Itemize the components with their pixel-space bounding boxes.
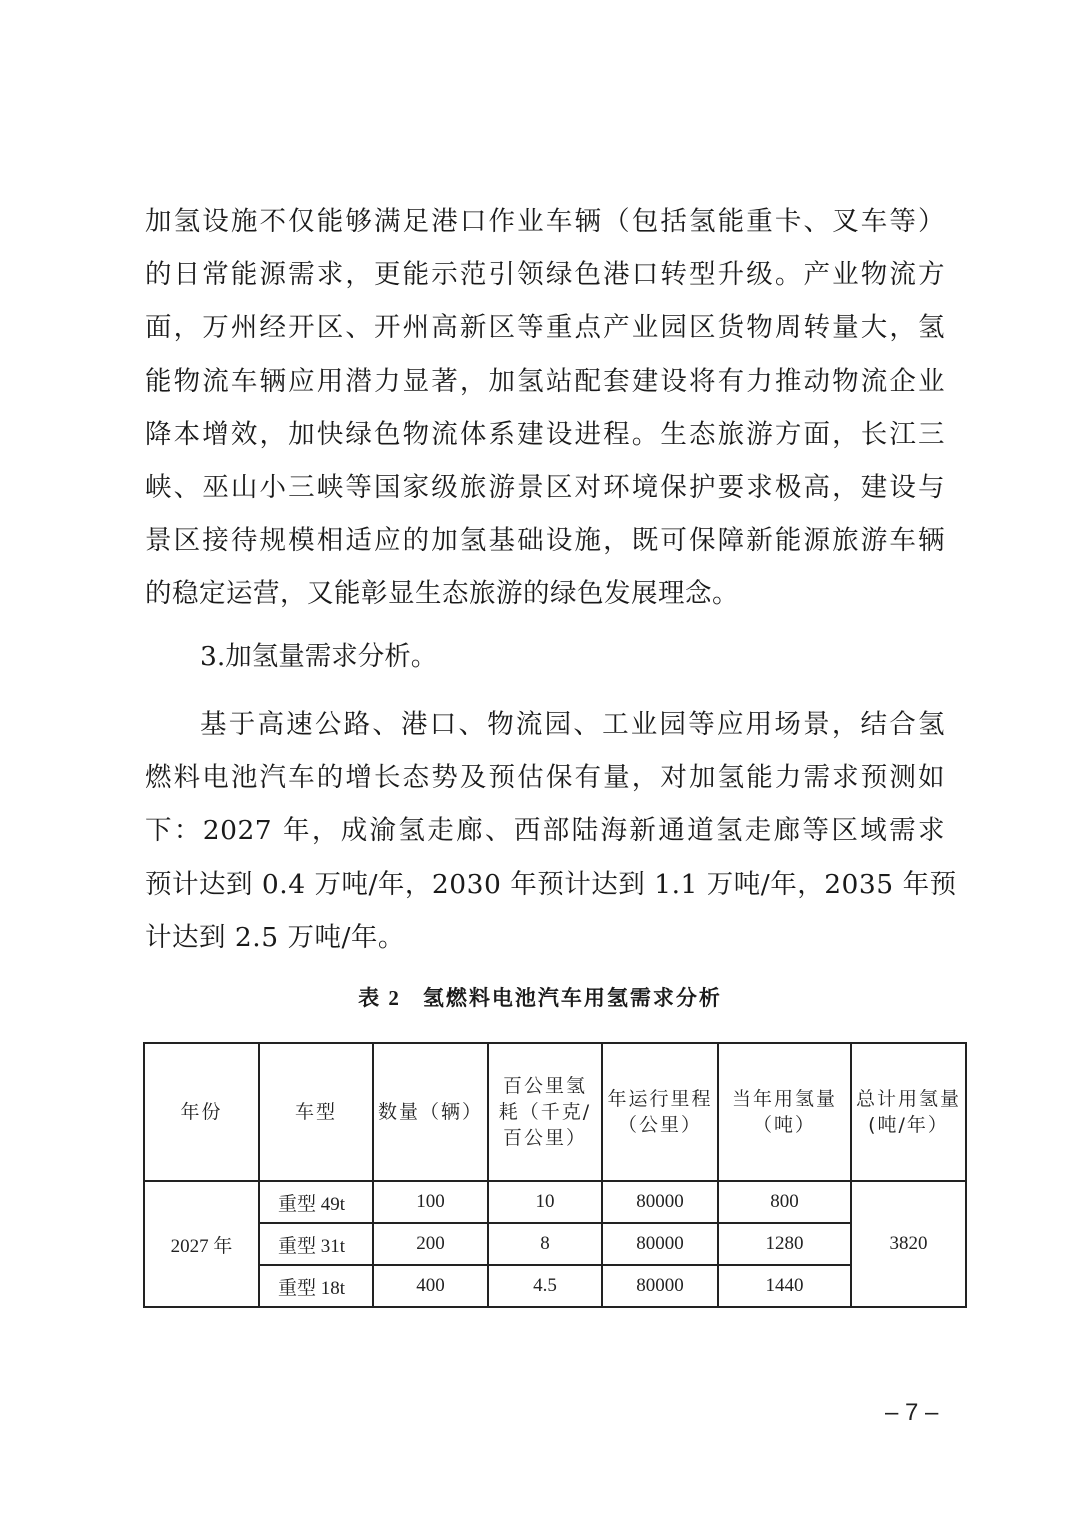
table-row	[144, 1265, 966, 1307]
paragraph-2	[145, 698, 957, 964]
cell-total-usage: 3820	[851, 1181, 966, 1307]
table-caption	[0, 982, 1080, 1012]
text-line: 预计达到 0.4 万吨/年，2030 年预计达到 1.1 万吨/年，2035 年预	[145, 868, 957, 900]
cell-year: 2027 年	[144, 1181, 259, 1307]
text-line: 峡、巫山小三峡等国家级旅游景区对环境保护要求极高，建设与	[145, 471, 945, 503]
cell-consumption: 4.5	[488, 1265, 602, 1307]
text-line: 降本增效，加快绿色物流体系建设进程。生态旅游方面，长江三	[145, 418, 945, 450]
header-count: 数量（辆）	[373, 1043, 488, 1181]
header-vehicle-type: 车型	[259, 1043, 373, 1181]
cell-count: 100	[373, 1181, 488, 1223]
header-year: 年份	[144, 1043, 259, 1181]
table-row	[144, 1181, 966, 1223]
cell-count: 200	[373, 1223, 488, 1265]
table-row	[144, 1223, 966, 1265]
cell-vehicle-type: 重型 31t	[259, 1223, 373, 1265]
cell-mileage: 80000	[602, 1181, 718, 1223]
header-mileage: 年运行里程（公里）	[602, 1043, 718, 1181]
cell-consumption: 10	[488, 1181, 602, 1223]
text-line: 燃料电池汽车的增长态势及预估保有量，对加氢能力需求预测如	[145, 762, 945, 794]
text-line: 能物流车辆应用潜力显著，加氢站配套建设将有力推动物流企业	[145, 365, 945, 397]
text-line: 下：2027 年，成渝氢走廊、西部陆海新通道氢走廊等区域需求	[145, 815, 945, 847]
text-line: 加氢设施不仅能够满足港口作业车辆（包括氢能重卡、叉车等）	[145, 206, 945, 237]
hydrogen-demand-table	[143, 1042, 967, 1308]
cell-consumption: 8	[488, 1223, 602, 1265]
header-consumption: 百公里氢耗（千克/百公里）	[488, 1043, 602, 1181]
text-line: 计达到 2.5 万吨/年。	[145, 921, 405, 953]
cell-count: 400	[373, 1265, 488, 1307]
header-annual-usage: 当年用氢量（吨）	[718, 1043, 851, 1181]
text-line: 景区接待规模相适应的加氢基础设施，既可保障新能源旅游车辆	[145, 525, 945, 557]
cell-annual-usage: 1280	[718, 1223, 851, 1265]
page-number: – 7 –	[885, 1399, 939, 1426]
table-caption-title: 氢燃料电池汽车用氢需求分析	[422, 986, 722, 1010]
text-line: 的日常能源需求，更能示范引领绿色港口转型升级。产业物流方	[145, 259, 945, 291]
paragraph-1	[145, 195, 945, 621]
cell-mileage: 80000	[602, 1265, 718, 1307]
text-line: 基于高速公路、港口、物流园、工业园等应用场景，结合氢	[200, 709, 945, 740]
section-heading: 3.加氢量需求分析。	[200, 641, 438, 672]
cell-mileage: 80000	[602, 1223, 718, 1265]
text-line: 面，万州经开区、开州高新区等重点产业园区货物周转量大，氢	[145, 312, 945, 344]
cell-vehicle-type: 重型 49t	[259, 1181, 373, 1223]
table-header-row	[144, 1043, 966, 1181]
header-total-usage: 总计用氢量(吨/年）	[851, 1043, 966, 1181]
cell-vehicle-type: 重型 18t	[259, 1265, 373, 1307]
text-line: 的稳定运营，又能彰显生态旅游的绿色发展理念。	[145, 578, 739, 610]
cell-annual-usage: 1440	[718, 1265, 851, 1307]
cell-annual-usage: 800	[718, 1181, 851, 1223]
table-caption-number: 表 2	[358, 986, 401, 1010]
